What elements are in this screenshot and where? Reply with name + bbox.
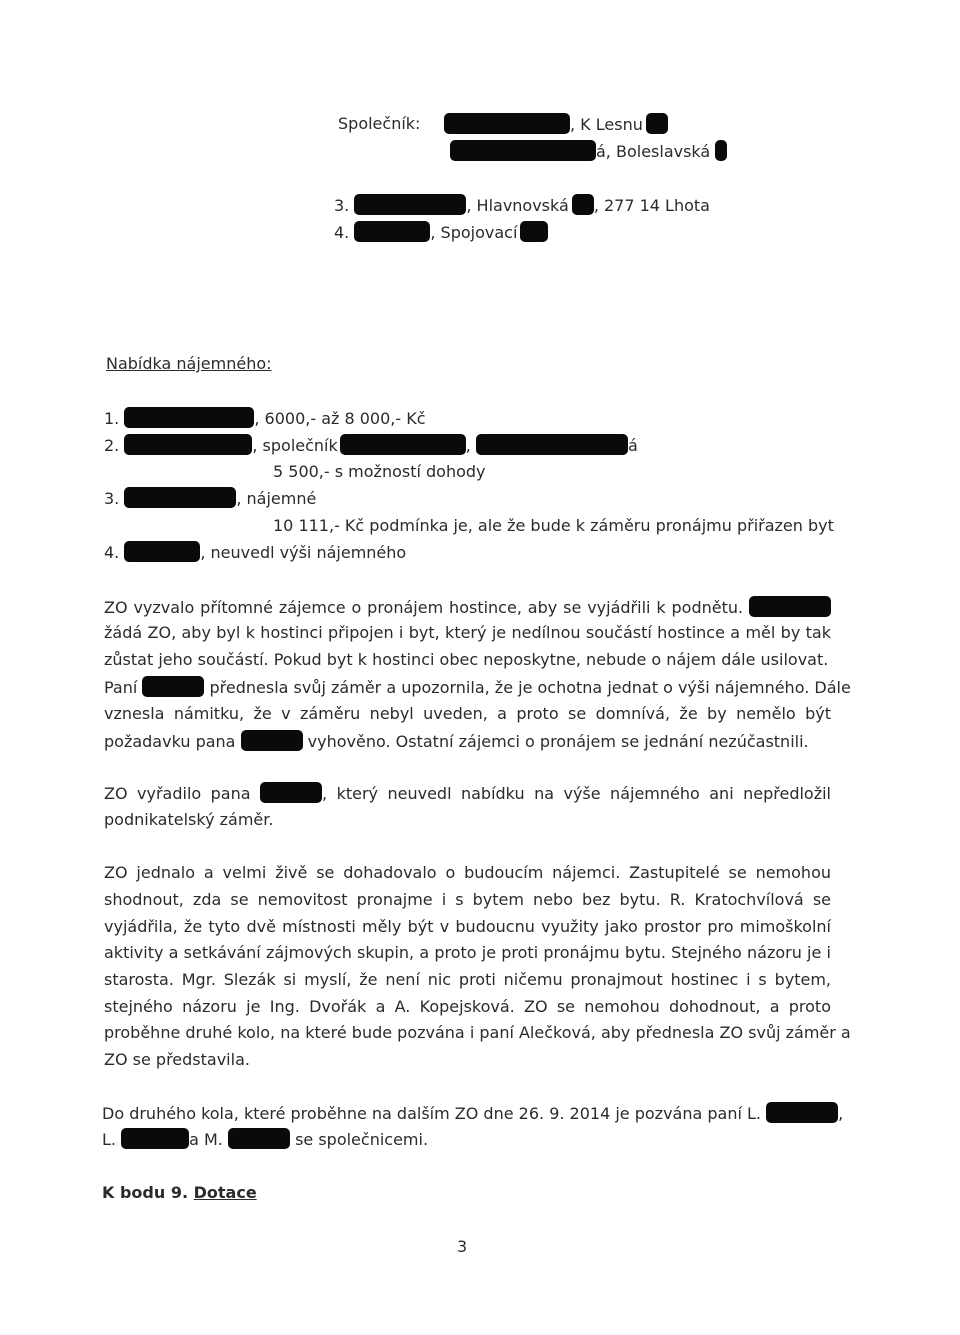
partner-address-3: , Hlavnovská: [466, 196, 569, 215]
paragraph-text: požadavku pana: [104, 732, 236, 751]
paragraph-line: [104, 862, 831, 884]
redaction-block: [476, 434, 628, 455]
redaction-block: [444, 113, 570, 134]
paragraph-text: ZO vyzvalo přítomné zájemce o pronájem hostince, aby se vyjádřili k podnětu.: [104, 598, 744, 617]
offer-number: 2.: [104, 436, 120, 455]
paragraph-text: přednesla svůj záměr a upozornila, že je ochotna jednat o výši nájemného. Dále: [209, 678, 851, 697]
paragraph-line: [104, 703, 831, 725]
partner-number: 3.: [334, 196, 350, 215]
paragraph-text: Paní: [104, 678, 138, 697]
section-title: Dotace: [193, 1183, 257, 1202]
paragraph-text: ,: [838, 1104, 844, 1123]
paragraph-text: Do druhého kola, které proběhne na dalším ZO dne 26. 9. 2014 je pozvána paní L.: [102, 1104, 761, 1123]
paragraph-text: vyhověno. Ostatní zájemci o pronájem se jednání nezúčastnili.: [307, 732, 809, 751]
redaction-block: [354, 221, 430, 242]
paragraph-text: vznesla námitku, že v záměru nebyl uveden, a proto se domnívá, že by nemělo být: [104, 704, 831, 723]
paragraph-line: [104, 916, 831, 938]
redaction-block: [354, 194, 466, 215]
partner-line-4: [334, 221, 548, 244]
partner-address-2: á, Boleslavská: [596, 142, 711, 161]
offer-1: [104, 407, 426, 430]
offer-number: 3.: [104, 489, 120, 508]
redaction-block: [572, 194, 594, 215]
offer-3: [104, 487, 316, 510]
paragraph-line: [104, 622, 831, 644]
page-number: 3: [457, 1237, 468, 1256]
offer-2: [104, 434, 638, 457]
redaction-block: [124, 407, 254, 428]
offers-heading: Nabídka nájemného:: [106, 354, 272, 373]
redaction-block: [749, 596, 831, 617]
redaction-block: [715, 140, 727, 161]
redaction-block: [241, 730, 303, 751]
paragraph-line: [102, 1102, 843, 1125]
redaction-block: [124, 541, 200, 562]
redaction-block: [340, 434, 466, 455]
partner-address-3-end: , 277 14 Lhota: [593, 196, 710, 215]
paragraph-text: , který neuvedl nabídku na výše nájemného ani nepředložil: [322, 784, 832, 803]
offer-text: , nájemné: [236, 489, 317, 508]
paragraph-line: [104, 782, 831, 805]
redaction-block: [121, 1128, 189, 1149]
paragraph-text: proběhne druhé kolo, na které bude pozvána i paní Alečková, aby přednesla ZO svůj záměr a: [104, 1023, 851, 1042]
paragraph-text: se společnicemi.: [295, 1130, 429, 1149]
paragraph-text: stejného názoru je Ing. Dvořák a A. Kopejsková. ZO se nemohou dohodnout, a proto: [104, 997, 831, 1016]
offer-3-detail: 10 111,- Kč podmínka je, ale že bude k záměru pronájmu přiřazen byt: [273, 516, 834, 535]
paragraph-text: vyjádřila, že tyto dvě místnosti měly být v budoucnu využity jako prostor pro mimoškolní: [104, 917, 831, 936]
redaction-block: [520, 221, 548, 242]
offer-separator: ,: [465, 436, 471, 455]
section-prefix: K bodu 9.: [102, 1183, 189, 1202]
paragraph-line: [104, 889, 831, 911]
paragraph-line: [102, 1128, 428, 1151]
offer-number: 1.: [104, 409, 120, 428]
partner-address-4: , Spojovací: [430, 223, 518, 242]
redaction-block: [124, 434, 252, 455]
paragraph-text: ZO jednalo a velmi živě se dohadovalo o budoucím nájemci. Zastupitelé se nemohou: [104, 863, 831, 882]
partner-number: 4.: [334, 223, 350, 242]
redaction-block: [142, 676, 204, 697]
paragraph-text: L.: [102, 1130, 116, 1149]
paragraph-text: aktivity a setkávání zájmových skupin, a proto je proti pronájmu bytu. Stejného názoru je i: [104, 943, 831, 962]
paragraph-line: [104, 996, 831, 1018]
paragraph-text: starosta. Mgr. Slezák si myslí, že není nic proti ničemu pronajmout hostinec i s bytem,: [104, 970, 831, 989]
paragraph-text: a M.: [189, 1130, 223, 1149]
partner-address-1: , K Lesnu: [570, 115, 643, 134]
paragraph-line: [104, 676, 851, 699]
paragraph-text: shodnout, zda se nemovitost pronajme i s bytem nebo bez bytu. R. Kratochvílová se: [104, 890, 831, 909]
partners-label: Společník:: [338, 114, 421, 133]
paragraph-text: zůstat jeho součástí. Pokud byt k hostinci obec neposkytne, nebude o nájem dále usilovat.: [104, 650, 829, 669]
offer-text-end: á: [627, 436, 638, 455]
paragraph-line: [104, 809, 273, 831]
offer-number: 4.: [104, 543, 120, 562]
paragraph-line: [104, 1049, 250, 1071]
paragraph-text: podnikatelský záměr.: [104, 810, 274, 829]
partner-line-3: [334, 194, 710, 217]
offer-4: [104, 541, 406, 564]
paragraph-line: [104, 1022, 851, 1044]
paragraph-line: [104, 649, 828, 671]
redaction-block: [260, 782, 322, 803]
paragraph-line: [104, 596, 831, 619]
offer-text: , společník: [252, 436, 338, 455]
partner-line-1: [444, 113, 668, 136]
paragraph-text: žádá ZO, aby byl k hostinci připojen i byt, který je nedílnou součástí hostince a měl by tak: [104, 623, 831, 642]
redaction-block: [228, 1128, 290, 1149]
offer-text: , 6000,- až 8 000,- Kč: [254, 409, 426, 428]
paragraph-line: [104, 730, 809, 753]
redaction-block: [450, 140, 596, 161]
offer-text: , neuvedl výši nájemného: [200, 543, 407, 562]
paragraph-text: ZO vyřadilo pana: [104, 784, 251, 803]
section-heading: [102, 1182, 257, 1204]
redaction-block: [124, 487, 236, 508]
paragraph-line: [104, 942, 831, 964]
paragraph-text: ZO se představila.: [104, 1050, 250, 1069]
paragraph-line: [104, 969, 831, 991]
redaction-block: [766, 1102, 838, 1123]
offer-2-detail: 5 500,- s možností dohody: [273, 462, 486, 481]
partner-line-2: [450, 140, 727, 163]
redaction-block: [646, 113, 668, 134]
